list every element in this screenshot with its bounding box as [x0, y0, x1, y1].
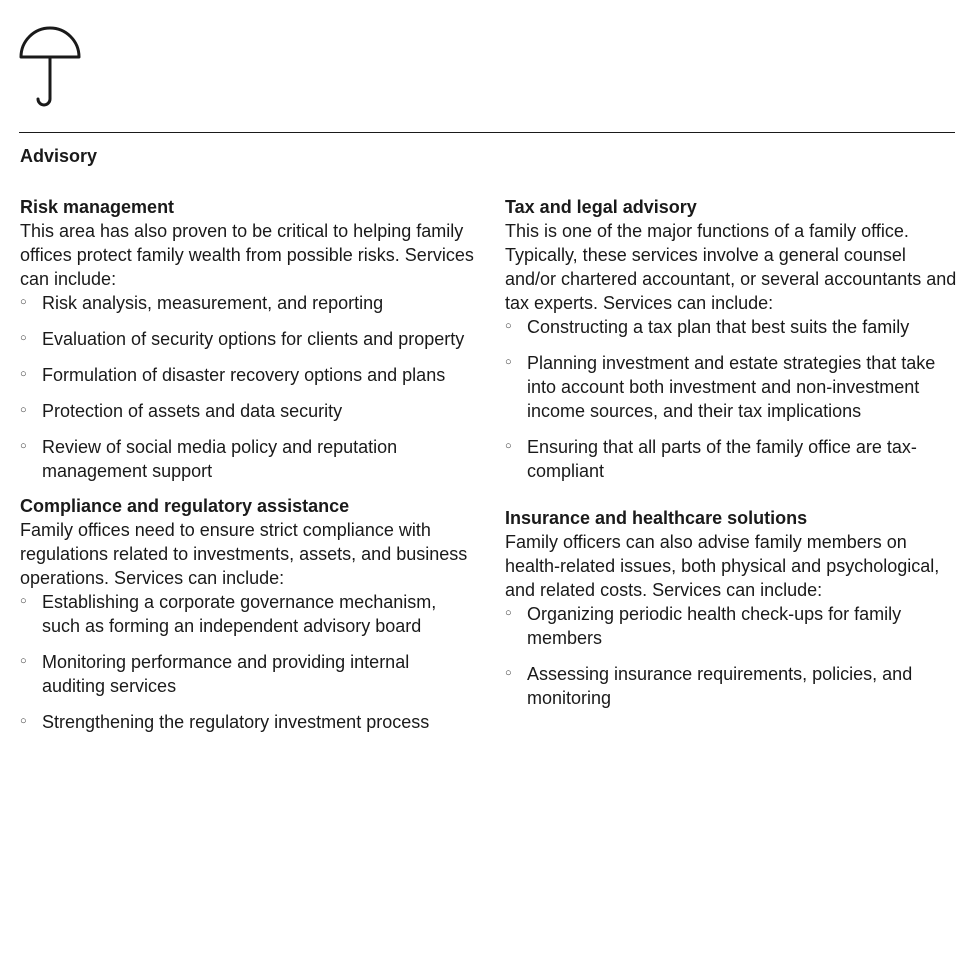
risk-management-block	[20, 196, 475, 483]
block-intro: This is one of the major functions of a family office. Typically, these services involve a general counsel and/or chartered accountant, or several accountants and tax experts. Services can include:	[505, 221, 957, 313]
list-item-text: Formulation of disaster recovery options and plans	[42, 365, 446, 385]
list-item-text: Strengthening the regulatory investment process	[42, 712, 430, 732]
block-intro: This area has also proven to be critical to helping family offices protect family wealth from possible risks. Services can include:	[20, 221, 474, 289]
list-item	[505, 351, 957, 423]
list-item-text: Ensuring that all parts of the family office are tax-compliant	[527, 437, 917, 481]
left-column	[20, 196, 475, 746]
list-item	[505, 602, 957, 650]
list-item	[20, 291, 475, 315]
bullet-icon: ○	[20, 332, 27, 344]
bullet-icon: ○	[20, 595, 27, 607]
list-item-text: Evaluation of security options for clients and property	[42, 329, 465, 349]
list-item	[20, 650, 475, 698]
list-item-text: Planning investment and estate strategies that take into account both investment and non-investment income sources, and their tax implications	[527, 353, 936, 421]
list-item	[20, 710, 475, 734]
list-item	[20, 363, 475, 387]
list-item-text: Risk analysis, measurement, and reporting	[42, 293, 384, 313]
list-item-text: Protection of assets and data security	[42, 401, 343, 421]
block-intro: Family officers can also advise family members on health-related issues, both physical and psychological, and related costs. Services can include:	[505, 532, 940, 600]
list-item	[505, 435, 957, 483]
block-heading: Compliance and regulatory assistance	[20, 496, 350, 516]
block-intro: Family offices need to ensure strict compliance with regulations related to investments, assets, and business operations. Services can include:	[20, 520, 468, 588]
bullet-list	[505, 315, 957, 483]
bullet-list	[505, 602, 957, 710]
block-heading: Risk management	[20, 197, 175, 217]
bullet-icon: ○	[505, 356, 512, 368]
bullet-icon: ○	[20, 368, 27, 380]
list-item-text: Organizing periodic health check-ups for family members	[527, 604, 902, 648]
block-heading: Insurance and healthcare solutions	[505, 508, 808, 528]
bullet-icon: ○	[20, 440, 27, 452]
bullet-icon: ○	[20, 715, 27, 727]
bullet-icon: ○	[20, 655, 27, 667]
bullet-icon: ○	[505, 607, 512, 619]
list-item	[20, 435, 475, 483]
list-item	[20, 590, 475, 638]
bullet-icon: ○	[20, 404, 27, 416]
bullet-icon: ○	[20, 296, 27, 308]
section-title: Advisory	[20, 146, 98, 166]
bullet-icon: ○	[505, 667, 512, 679]
bullet-list	[20, 291, 475, 483]
tax-legal-block	[505, 196, 957, 483]
umbrella-icon	[19, 21, 81, 107]
list-item-text: Monitoring performance and providing internal auditing services	[42, 652, 410, 696]
compliance-block	[20, 495, 475, 734]
list-item	[505, 315, 957, 339]
bullet-icon: ○	[505, 320, 512, 332]
list-item-text: Establishing a corporate governance mechanism, such as forming an independent advisory board	[42, 592, 437, 636]
list-item	[20, 399, 475, 423]
block-heading: Tax and legal advisory	[505, 197, 697, 217]
list-item-text: Assessing insurance requirements, policies, and monitoring	[527, 664, 913, 708]
list-item-text: Constructing a tax plan that best suits the family	[527, 317, 910, 337]
list-item	[505, 662, 957, 710]
right-column	[505, 196, 957, 722]
list-item	[20, 327, 475, 351]
list-item-text: Review of social media policy and reputation management support	[42, 437, 398, 481]
bullet-list	[20, 590, 475, 734]
bullet-icon: ○	[505, 440, 512, 452]
insurance-healthcare-block	[505, 507, 957, 710]
section-divider	[19, 132, 955, 133]
